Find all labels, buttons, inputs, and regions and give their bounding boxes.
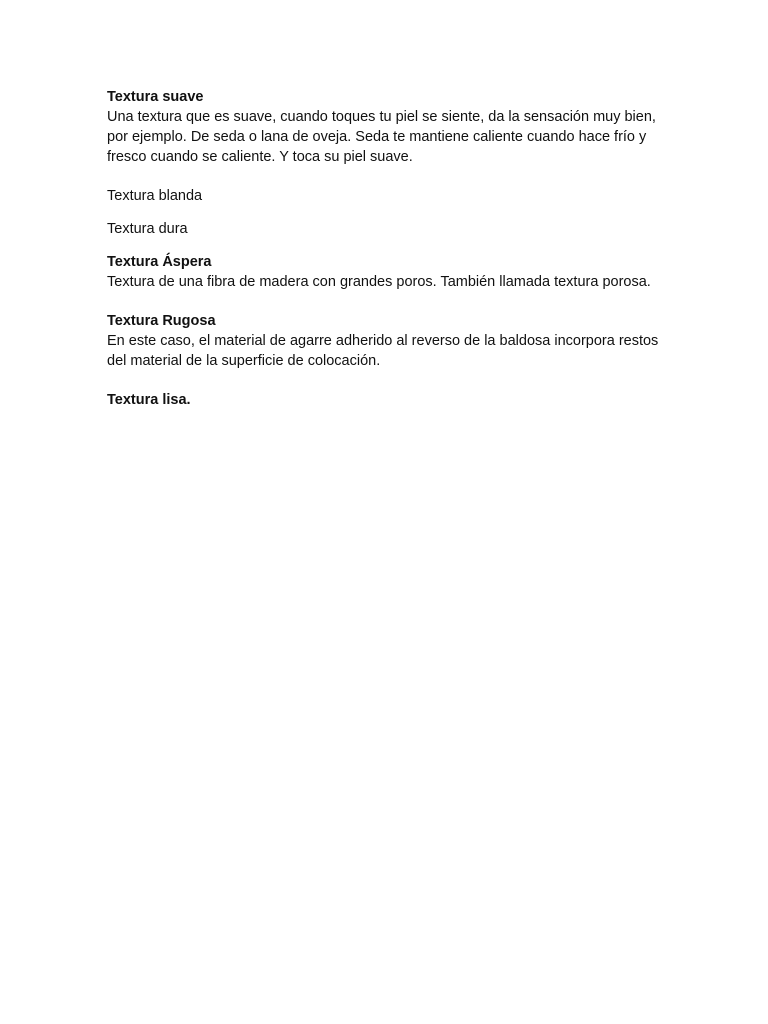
section-textura-lisa — [107, 390, 667, 410]
section-body: En este caso, el material de agarre adherido al reverso de la baldosa incorpora restos del material de la superficie de colocación. — [107, 333, 659, 369]
section-textura-aspera — [107, 252, 667, 292]
section-heading: Textura dura — [107, 221, 188, 237]
section-textura-suave — [107, 87, 667, 167]
section-textura-blanda — [107, 186, 667, 206]
section-heading: Textura lisa. — [107, 392, 191, 408]
section-textura-rugosa — [107, 311, 667, 371]
section-heading: Textura suave — [107, 89, 204, 105]
section-textura-dura — [107, 219, 667, 239]
section-body: Textura de una fibra de madera con grandes poros. También llamada textura porosa. — [107, 274, 651, 290]
section-body: Una textura que es suave, cuando toques tu piel se siente, da la sensación muy bien, por ejemplo. De seda o lana de oveja. Seda te mantiene caliente cuando hace frío y fresco cuando se caliente. Y toca su piel suave. — [107, 109, 656, 165]
section-heading: Textura Áspera — [107, 254, 212, 270]
document-page — [107, 87, 667, 410]
section-heading: Textura blanda — [107, 188, 203, 204]
section-heading: Textura Rugosa — [107, 313, 216, 329]
